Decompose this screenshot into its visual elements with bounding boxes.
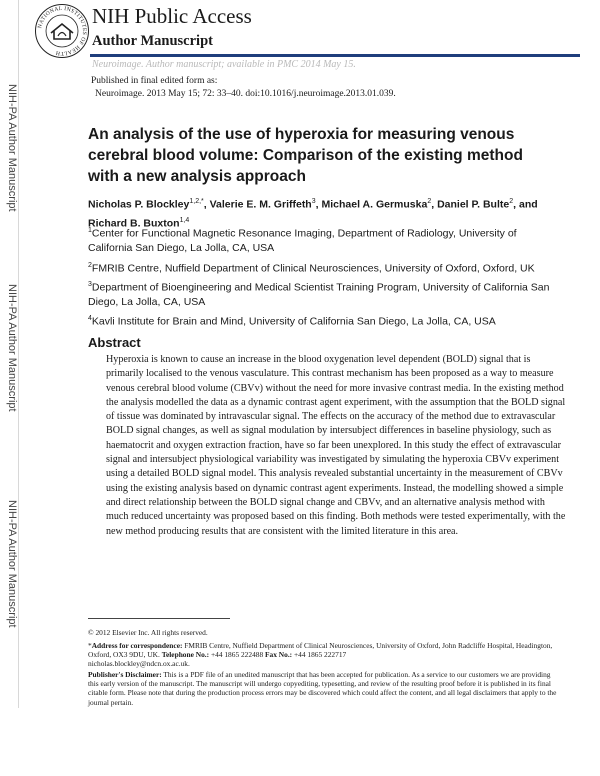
author-name: Michael A. Germuska <box>321 198 428 211</box>
email-address: nicholas.blockley@ndcn.ox.ac.uk. <box>88 659 190 669</box>
published-label: Published in final edited form as: <box>91 76 218 86</box>
affiliation-text: Department of Bioengineering and Medical Scientist Training Program, University of California San Diego, La Jolla, CA, USA <box>88 281 550 308</box>
copyright-notice: © 2012 Elsevier Inc. All rights reserved. <box>88 628 208 637</box>
nih-public-access-title: NIH Public Access <box>92 4 252 28</box>
abstract-heading: Abstract <box>88 335 141 350</box>
seal-text: NATIONAL INSTITUTES OF HEALTH <box>37 5 88 57</box>
author-name: Valerie E. M. Griffeth <box>209 198 312 211</box>
author-affiliation-mark: 2 <box>509 198 514 205</box>
side-label-3: NIH-PA Author Manuscript <box>6 500 18 628</box>
disclaimer-text: This is a PDF file of an unedited manuscript that has been accepted for publication. As a service to our customers we are providing this early version of the manuscript. The manuscript will undergo copyediting, typesetting, and review of the resulting proof before it is published in its final citable form. Please note that during the production process errors may be discovered which could affect the content, and all legal disclaimers that apply to the journal pertain. <box>88 670 557 707</box>
header-rule <box>90 54 580 57</box>
author-manuscript-label: Author Manuscript <box>92 33 213 49</box>
author-name: Richard B. Buxton <box>88 217 180 229</box>
affiliation-number: 1 <box>88 227 92 234</box>
author-name: Nicholas P. Blockley <box>88 198 190 211</box>
citation: Neuroimage. 2013 May 15; 72: 33–40. doi:10.1016/j.neuroimage.2013.01.039. <box>95 89 396 99</box>
correspondence-label: Address for correspondence: <box>91 641 183 650</box>
side-label-1: NIH-PA Author Manuscript <box>6 84 18 212</box>
side-label-2: NIH-PA Author Manuscript <box>6 284 18 412</box>
fax-label: Fax No.: <box>265 650 293 660</box>
svg-text:NATIONAL INSTITUTES OF HEALTH <box>37 6 87 56</box>
disclaimer-label: Publisher's Disclaimer: <box>88 670 162 679</box>
affiliation <box>88 259 558 276</box>
fax-number: +44 1865 222717 <box>294 650 347 660</box>
availability-note: Neuroimage. Author manuscript; available in PMC 2014 May 15. <box>92 59 356 70</box>
author-affiliation-mark: 1,4 <box>179 216 190 224</box>
footnote-rule <box>88 618 230 619</box>
publisher-disclaimer <box>88 670 558 707</box>
affiliation-text: Kavli Institute for Brain and Mind, University of California San Diego, La Jolla, CA, USA <box>91 315 496 328</box>
affiliation <box>88 278 558 309</box>
affiliation-number: 2 <box>88 262 92 269</box>
telephone-label: Telephone No.: <box>161 650 210 660</box>
affiliation-text: FMRIB Centre, Nuffield Department of Clinical Neurosciences, University of Oxford, Oxford, UK <box>91 262 535 275</box>
author-affiliation-mark: 2 <box>427 198 432 205</box>
telephone-number: +44 1865 222488 <box>210 650 264 660</box>
article-title: An analysis of the use of hyperoxia for measuring venous cerebral blood volume: Comparison of the existing method with a new analysis approach <box>88 126 523 185</box>
affiliation-number: 4 <box>88 315 92 322</box>
affiliation <box>88 224 558 255</box>
author-name: Daniel P. Bulte <box>437 198 510 211</box>
affiliation <box>88 312 558 329</box>
nih-seal-logo <box>34 3 90 59</box>
affiliation-text: Center for Functional Magnetic Resonance Imaging, Department of Radiology, University of California San Diego, La Jolla, CA, USA <box>88 227 517 254</box>
author-list: Nicholas P. Blockley$^{1,2,*}$, Valerie E. M. Griffeth$^3$, Michael A. Germuska$^2$, Daniel P. Bulte$^2$, and Richard B. Buxton$^{1,4}$ <box>88 198 538 229</box>
correspondence-address: FMRIB Centre, Nuffield Department of Clinical Neurosciences, University of Oxford, John Radcliffe Hospital, Headington, Oxford, OX3 9DU, UK. <box>88 641 553 660</box>
abstract-text: Hyperoxia is known to cause an increase in the blood oxygenation level dependent (BOLD) signal that is primarily localised to the venous vasculature. This contrast mechanism has been proposed as a way to measure venous cerebral blood volume (CBVv) without the need for more invasive contrast media. In the existing method the analysis modelled the data as a dynamic contrast agent experiment, with the assumption that the BOLD signal of tissue was dominated by intravascular signal. The effects on the accuracy of the method due to extravascular BOLD signal changes, as well as signal modulation by intersubject differences in baseline physiology, such as haematocrit and oxygen extraction fraction, have so far been unexplored. In this study the effect of extravascular signal and intersubject physiological variability was investigated by simulating the hyperoxia CBVv experiment using a detailed BOLD signal model. This analysis revealed substantial uncertainty in the measurement of CBVv using the existing analysis based on dynamic contrast agent experiments. Instead, the modelling showed a simple and direct relationship between the BOLD signal change and CBVv, and an alternative analysis method with much reduced uncertainty was proposed based on this finding. Both methods were tested experimentally, with the new method producing results that are consistent with the limited literature in this area. <box>106 354 566 537</box>
affiliation-number: 3 <box>88 281 92 288</box>
author-affiliation-mark: 3 <box>311 198 316 205</box>
correspondence-note: *Address for correspondence: FMRIB Centre, Nuffield Department of Clinical Neurosciences, University of Oxford, John Radcliffe Hospital, Headington, Oxford, OX3 9DU, UK. Telephone No.: +44 1865 222488 Fax No.: +44 1865 222717 nicholas.blockley@ndcn.ox.ac.uk. <box>88 641 553 669</box>
author-affiliation-mark: 1,2,* <box>189 198 204 205</box>
